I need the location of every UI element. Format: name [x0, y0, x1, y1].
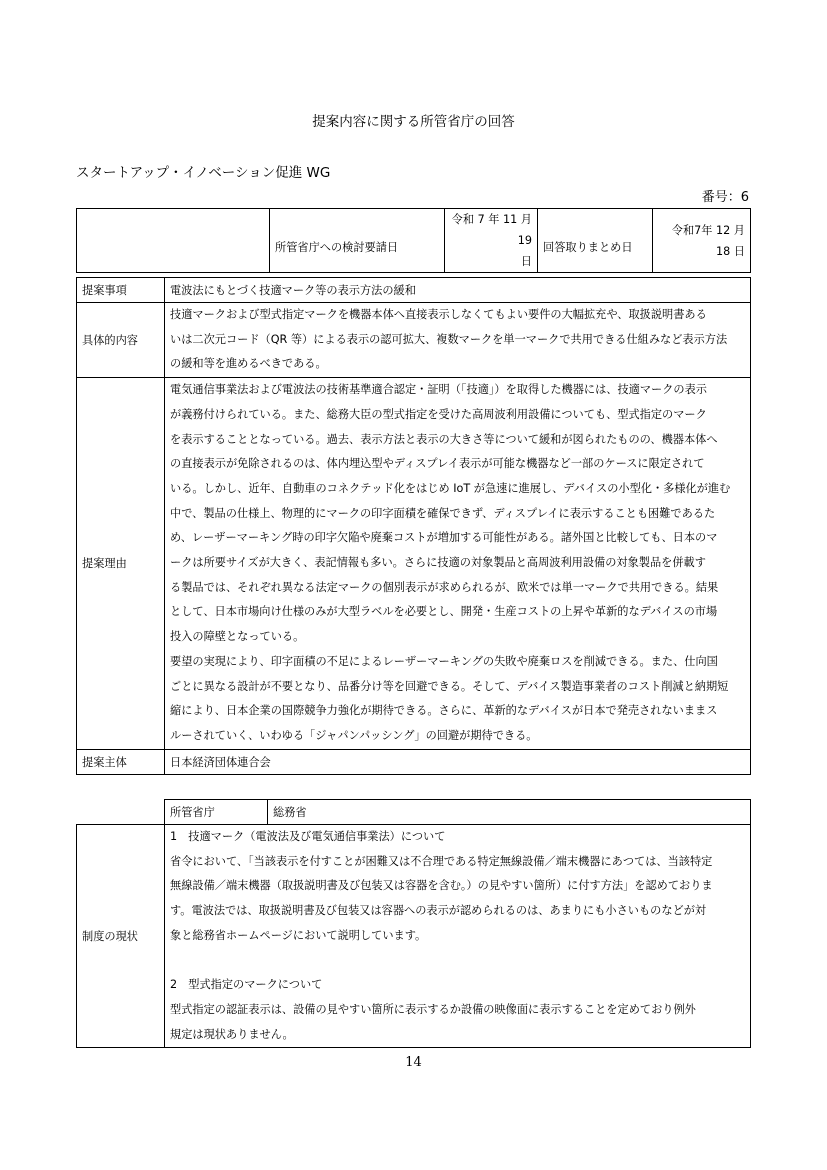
- request-date-value: 令和 7 年 11 月 19 日: [445, 209, 538, 273]
- date-table-empty-cell: [77, 209, 270, 273]
- proposer-label: 提案主体: [77, 749, 165, 774]
- proposal-item-value: 電波法にもとづく技適マーク等の表示方法の緩和: [165, 278, 751, 303]
- ministry-empty-cell: [77, 800, 165, 825]
- proposer-value: 日本経済団体連合会: [165, 749, 751, 774]
- reply-date-label: 回答取りまとめ日: [538, 209, 653, 273]
- date-table: [76, 208, 751, 273]
- reply-date-value: 令和7年 12 月 18 日: [653, 209, 751, 273]
- request-date-label: 所管省庁への検討要請日: [270, 209, 445, 273]
- ministry-label: 所管省庁: [165, 800, 268, 825]
- working-group-name: スタートアップ・イノベーション促進 WG: [76, 165, 331, 181]
- ministry-table: [76, 799, 751, 1048]
- status-label: 制度の現状: [77, 825, 165, 1048]
- proposal-item-label: 提案事項: [77, 278, 165, 303]
- status-content: 1 技適マーク（電波法及び電気通信事業法）について 省令において、「当該表示を付すことが困難又は不合理である特定無線設備／端末機器にあつては、当該特定 無線設備／端末機器（取扱説明書及び包装又は容器を含む。）の見やすい箇所）に付す方法」を認めておりま す。電波法では、取扱説明書及び包装又は容器への表示が認められるのは、あまりにも小さいものなどが対 象と総務省ホームページにおいて説明しています。 2 型式指定のマークについて 型式指定の認証表示は、設備の見やすい箇所に表示するか設備の映像面に表示することを定めており例外 規定は現状ありません。: [165, 825, 751, 1048]
- page-title: 提案内容に関する所管省庁の回答: [312, 114, 515, 130]
- detail-content: 技適マークおよび型式指定マークを機器本体へ直接表示しなくてもよい要件の大幅拡充や、取扱説明書ある いは二次元コード（QR 等）による表示の認可拡大、複数マークを単一マークで共用できる仕組みなど表示方法 の緩和等を進めるべきである。: [165, 303, 751, 378]
- ministry-value: 総務省: [268, 800, 751, 825]
- page-number: 14: [405, 1055, 422, 1070]
- proposal-table: [76, 277, 751, 775]
- proposal-number: 番号：6: [701, 190, 749, 205]
- detail-label: 具体的内容: [77, 303, 165, 378]
- reason-label: 提案理由: [77, 378, 165, 750]
- reason-content: 電気通信事業法および電波法の技術基準適合認定・証明（「技適」）を取得した機器には、技適マークの表示 が義務付けられている。また、総務大臣の型式指定を受けた高周波利用設備についても、型式指定のマーク を表示することとなっている。過去、表示方法と表示の大きさ等について緩和が図られたものの、機器本体へ の直接表示が免除されるのは、体内埋込型やディスプレイ表示が可能な機器など一部のケースに限定されて いる。しかし、近年、自動車のコネクテッド化をはじめ IoT が急速に進展し、デバイスの小型化・多様化が進む 中で、製品の仕様上、物理的にマークの印字面積を確保できず、ディスプレイに表示することも困難であるた め、レーザーマーキング時の印字欠陥や廃棄コストが増加する可能性がある。諸外国と比較しても、日本のマ ークは所要サイズが大きく、表記情報も多い。さらに技適の対象製品と高周波利用設備の対象製品を併載す る製品では、それぞれ異なる法定マークの個別表示が求められるが、欧米では単一マークで共用できる。結果 として、日本市場向け仕様のみが大型ラベルを必要とし、開発・生産コストの上昇や革新的なデバイスの市場 投入の障壁となっている。 要望の実現により、印字面積の不足によるレーザーマーキングの失敗や廃棄ロスを削減できる。また、仕向国 ごとに異なる設計が不要となり、品番分け等を回避できる。そして、デバイス製造事業者のコスト削減と納期短 縮により、日本企業の国際競争力強化が期待できる。さらに、革新的なデバイスが日本で発売されないままス ルーされていく、いわゆる「ジャパンパッシング」の回避が期待できる。: [165, 378, 751, 750]
